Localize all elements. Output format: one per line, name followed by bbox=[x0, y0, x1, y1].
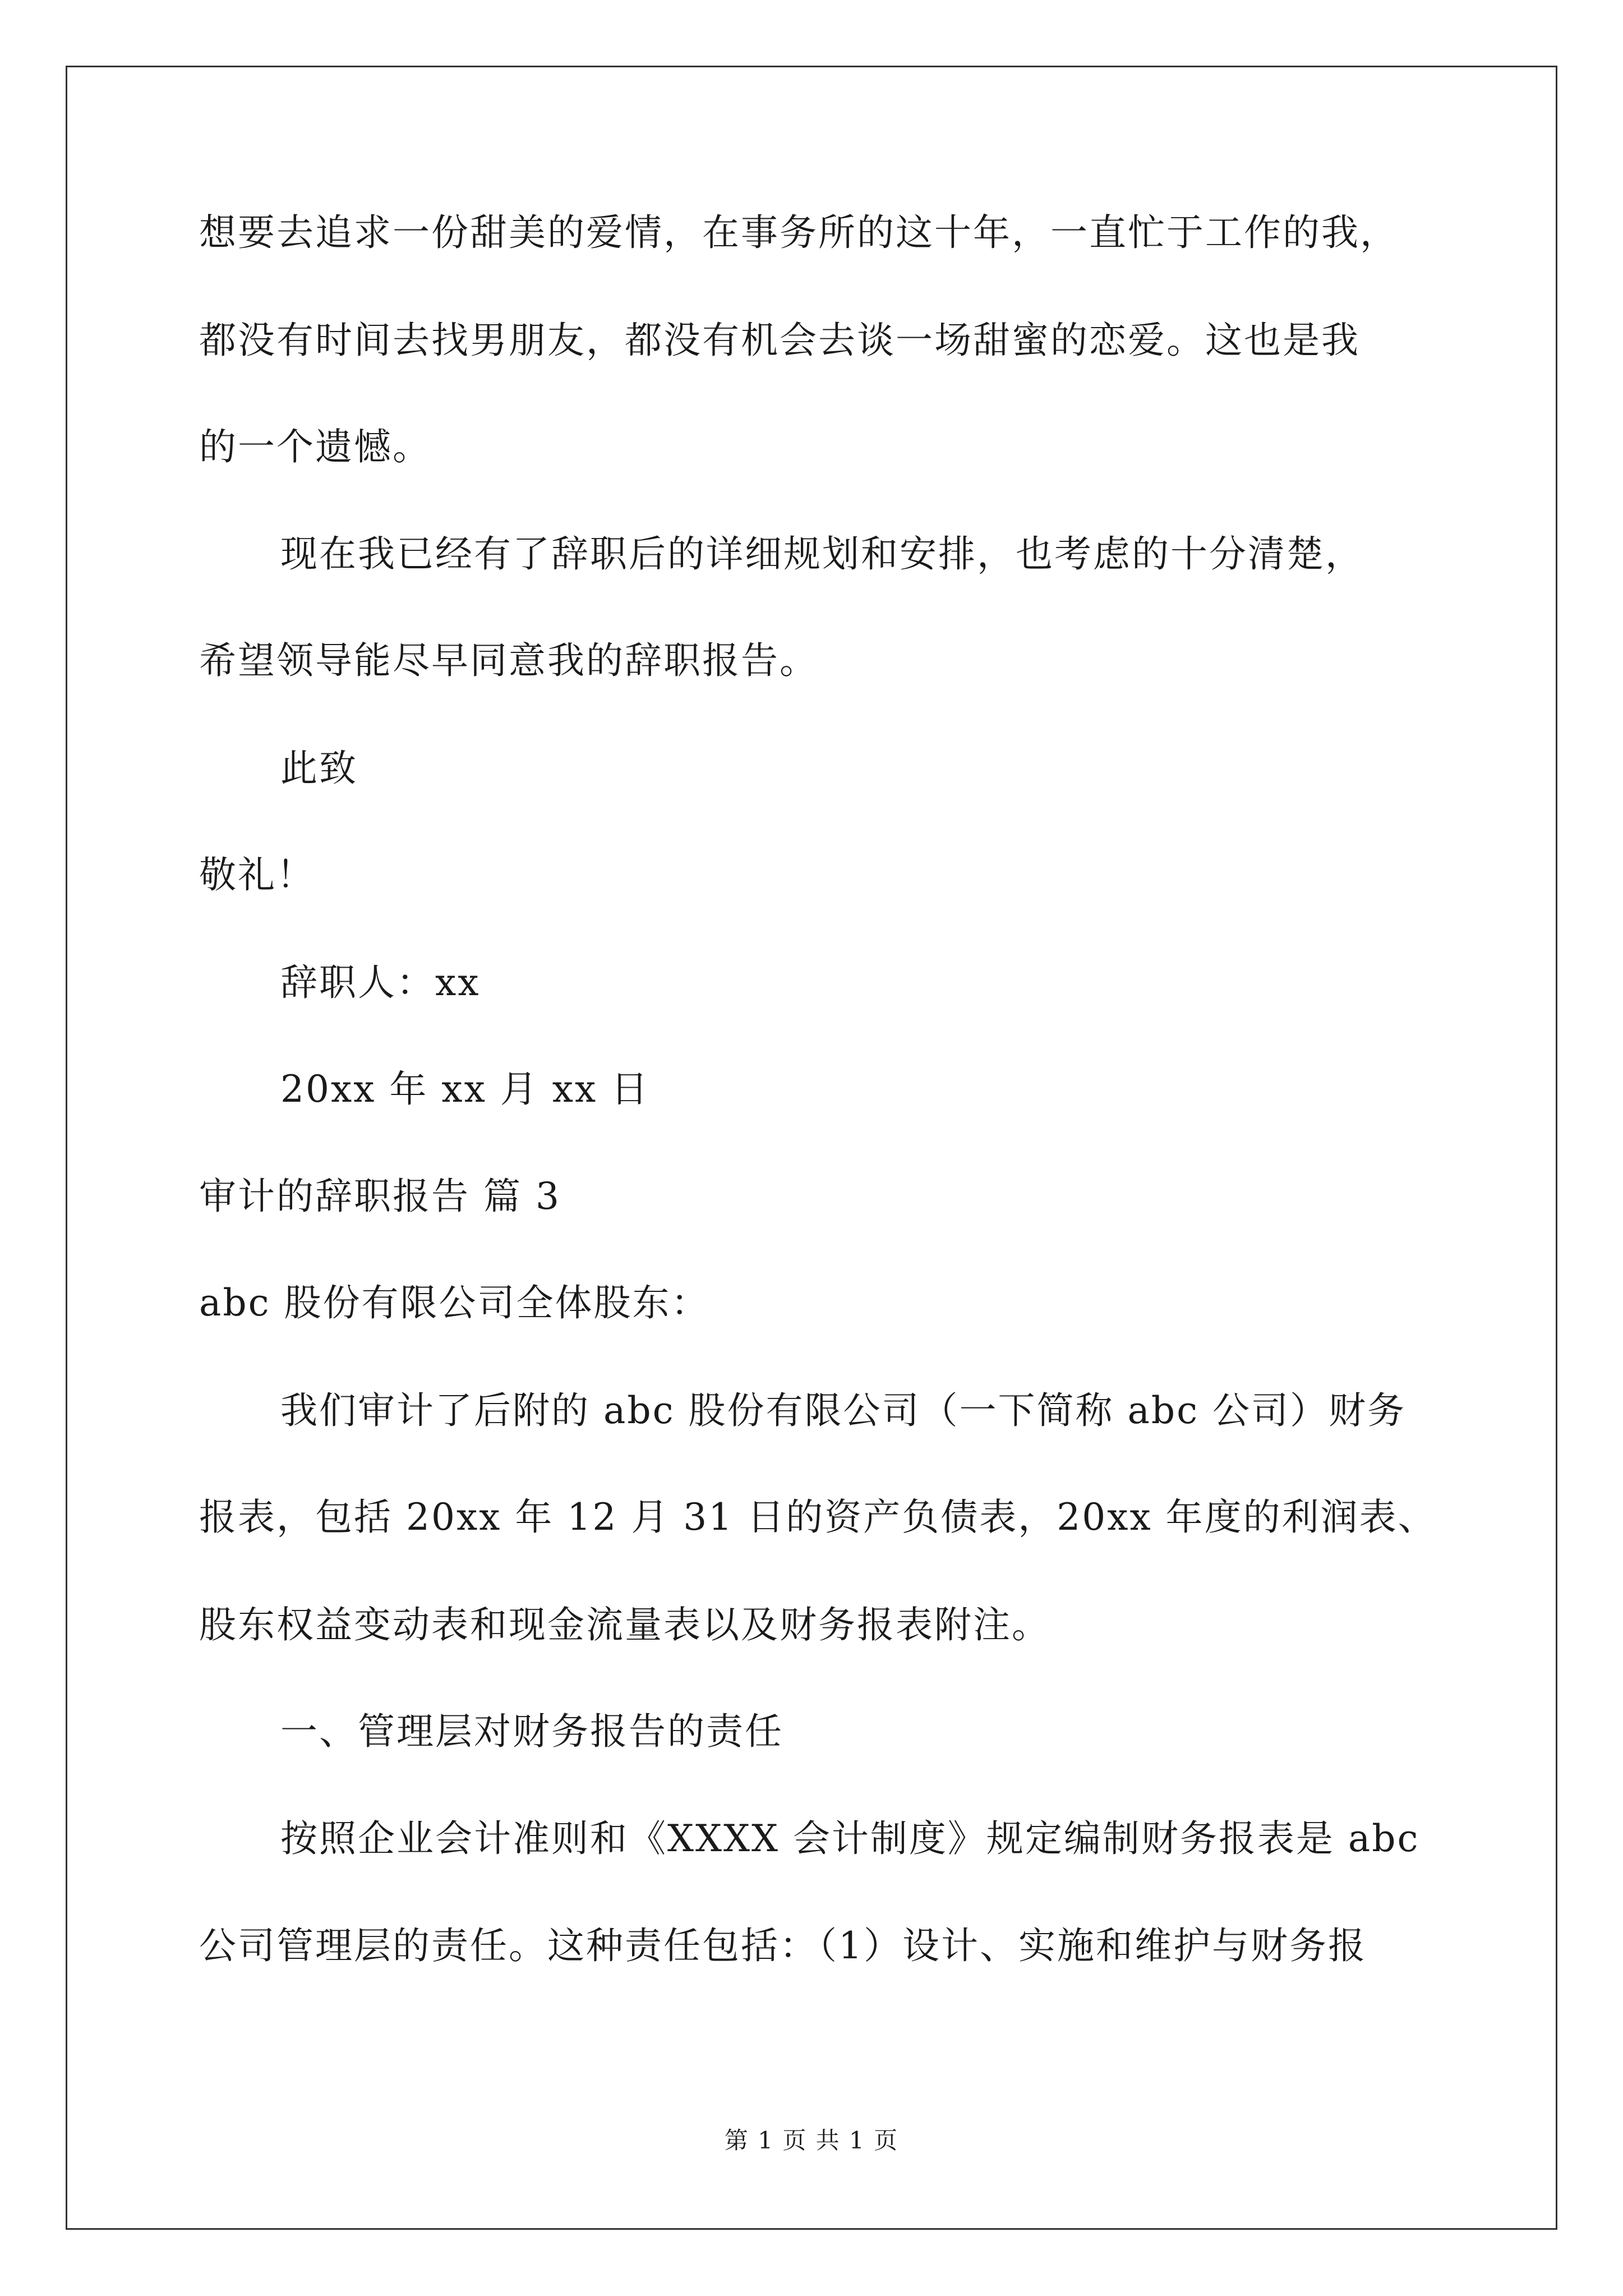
body-line-10: 公司管理层的责任。这种责任包括：（1）设计、实施和维护与财务报 bbox=[199, 1924, 1367, 1967]
section-heading: 审计的辞职报告 篇 3 bbox=[199, 1175, 561, 1218]
addressee-line: abc 股份有限公司全体股东： bbox=[199, 1281, 710, 1324]
salutation-line: 此致 bbox=[280, 747, 358, 790]
body-line-7: 报表，包括 20xx 年 12 月 31 日的资产负债表，20xx 年度的利润表、 bbox=[199, 1496, 1437, 1539]
signature-name: 辞职人：xx bbox=[280, 961, 481, 1004]
subsection-heading: 一、管理层对财务报告的责任 bbox=[280, 1710, 783, 1753]
page-border bbox=[66, 66, 1557, 2230]
body-line-5: 希望领导能尽早同意我的辞职报告。 bbox=[199, 639, 818, 682]
body-line-8: 股东权益变动表和现金流量表以及财务报表附注。 bbox=[199, 1603, 1050, 1646]
body-line-3: 的一个遗憾。 bbox=[199, 425, 431, 468]
body-line-6: 我们审计了后附的 abc 股份有限公司（一下简称 abc 公司）财务 bbox=[280, 1389, 1407, 1432]
page-footer: 第 1 页 共 1 页 bbox=[724, 2127, 899, 2154]
signature-date: 20xx 年 xx 月 xx 日 bbox=[280, 1068, 650, 1111]
regards-line: 敬礼！ bbox=[199, 853, 315, 896]
body-line-2: 都没有时间去找男朋友，都没有机会去谈一场甜蜜的恋爱。这也是我 bbox=[199, 319, 1360, 362]
body-line-1: 想要去追求一份甜美的爱情，在事务所的这十年，一直忙于工作的我， bbox=[199, 211, 1399, 254]
body-line-4: 现在我已经有了辞职后的详细规划和安排，也考虑的十分清楚， bbox=[280, 532, 1364, 576]
body-line-9: 按照企业会计准则和《XXXX 会计制度》规定编制财务报表是 abc bbox=[280, 1817, 1420, 1860]
